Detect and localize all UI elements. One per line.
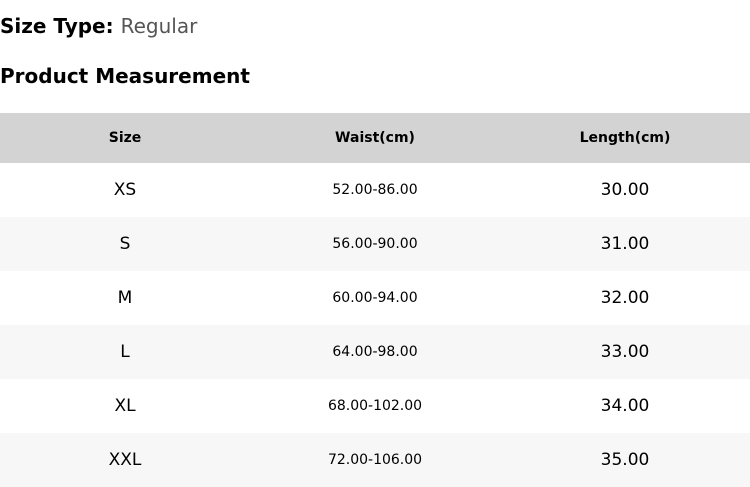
product-measurement-table [0, 113, 750, 487]
cell-waist: 64.00-98.00 [332, 344, 418, 360]
cell-size: XL [114, 396, 136, 416]
table-header [0, 113, 750, 163]
table-header-row [0, 113, 750, 163]
cell-size: XXL [108, 450, 142, 470]
cell-length: 35.00 [600, 450, 650, 470]
size-type-value: Regular [120, 14, 198, 38]
table-row [0, 163, 750, 217]
cell-size: M [117, 288, 133, 308]
cell-length: 32.00 [600, 288, 650, 308]
cell-size: S [119, 234, 131, 254]
size-type-label: Size Type: [0, 14, 114, 38]
cell-length: 34.00 [600, 396, 650, 416]
cell-length: 33.00 [600, 342, 650, 362]
cell-waist: 56.00-90.00 [332, 236, 418, 252]
cell-waist: 72.00-106.00 [327, 452, 423, 468]
cell-length: 30.00 [600, 180, 650, 200]
cell-waist: 68.00-102.00 [327, 398, 423, 414]
cell-waist: 60.00-94.00 [332, 290, 418, 306]
table-row [0, 217, 750, 271]
cell-size: L [120, 342, 130, 362]
cell-length: 31.00 [600, 234, 650, 254]
table-row [0, 325, 750, 379]
size-type-row [0, 0, 750, 38]
table-row [0, 379, 750, 433]
table-row [0, 433, 750, 487]
cell-waist: 52.00-86.00 [332, 182, 418, 198]
column-header-size: Size [0, 113, 250, 163]
cell-size: XS [113, 180, 137, 200]
page-title: Product Measurement [0, 64, 250, 88]
column-header-length: Length(cm) [500, 113, 750, 163]
table-row [0, 271, 750, 325]
table-body [0, 163, 750, 487]
column-header-waist: Waist(cm) [250, 113, 500, 163]
